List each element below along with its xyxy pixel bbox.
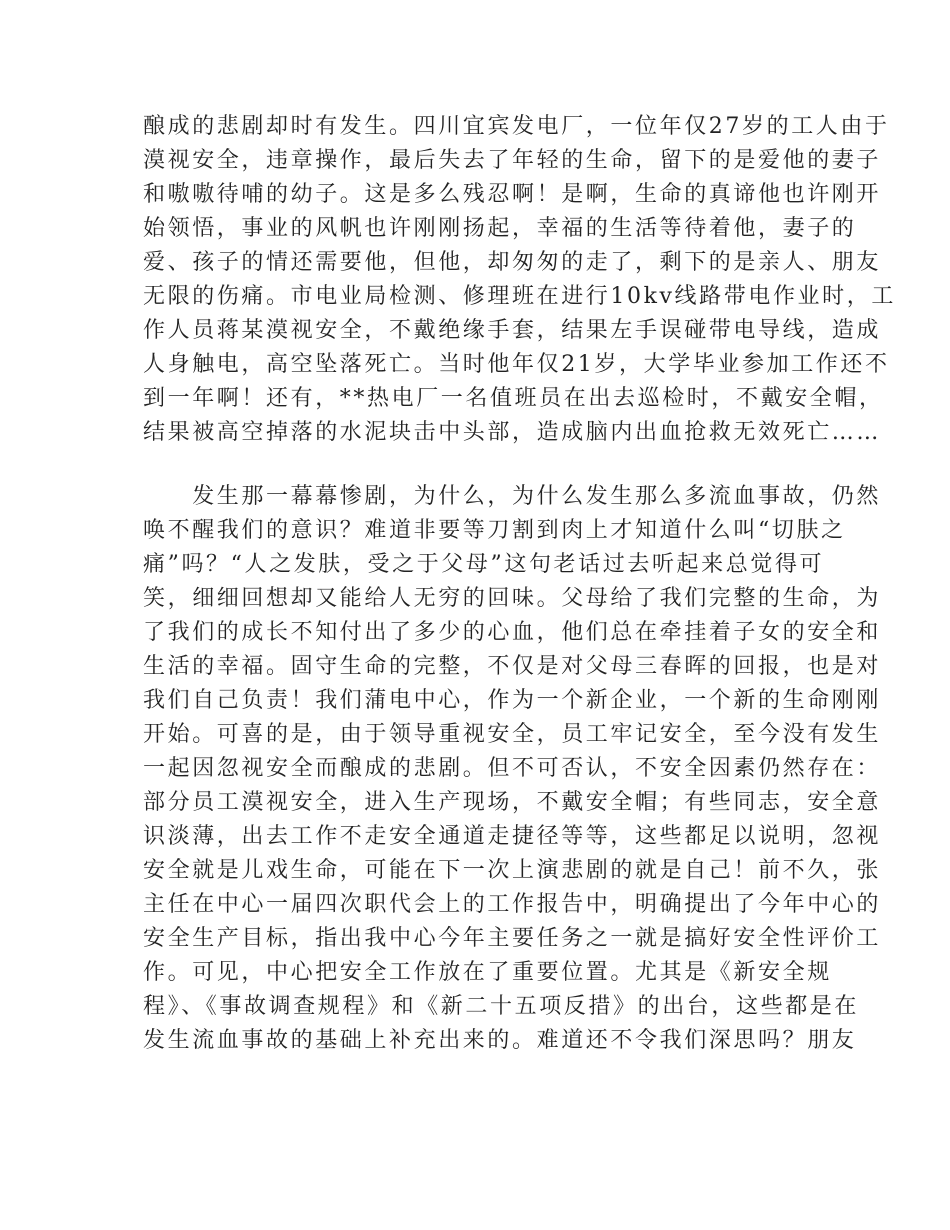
paragraph-1-line-4: 始领悟，事业的风帆也许刚刚扬起，幸福的生活等待着他，妻子的	[143, 216, 857, 241]
paragraph-1-line-10: 结果被高空掉落的水泥块击中头部，造成脑内出血抢救无效死亡……	[143, 420, 882, 445]
paragraph-1-line-8: 人身触电，高空坠落死亡。当时他年仅21岁，大学毕业参加工作还不	[143, 352, 890, 377]
paragraph-1-line-9: 到一年啊！还有，**热电厂一名值班员在出去巡检时，不戴安全帽，	[143, 386, 884, 411]
paragraph-2-line-6: 生活的幸福。固守生命的完整，不仅是对父母三春晖的回报，也是对	[143, 654, 882, 679]
paragraph-2-line-12: 安全就是儿戏生命，可能在下一次上演悲剧的就是自己！前不久，张	[143, 858, 882, 883]
paragraph-1-line-6: 无限的伤痛。市电业局检测、修理班在进行10kv线路带电作业时，工	[143, 284, 896, 309]
paragraph-2-line-3: 痛”吗？“人之发肤，受之于父母”这句老话过去听起来总觉得可	[143, 552, 825, 577]
paragraph-2-line-17: 发生流血事故的基础上补充出来的。难道还不令我们深思吗？朋友	[143, 1028, 857, 1053]
paragraph-2-line-15: 作。可见，中心把安全工作放在了重要位置。尤其是《新安全规	[143, 960, 832, 985]
paragraph-2-line-13: 主任在中心一届四次职代会上的工作报告中，明确提出了今年中心的	[143, 892, 882, 917]
paragraph-2-line-11: 识淡薄，出去工作不走安全通道走捷径等等，这些都足以说明，忽视	[143, 824, 882, 849]
paragraph-2-line-5: 了我们的成长不知付出了多少的心血，他们总在牵挂着子女的安全和	[143, 620, 882, 645]
paragraph-2-line-9: 一起因忽视安全而酿成的悲剧。但不可否认，不安全因素仍然存在：	[143, 756, 882, 781]
paragraph-2-line-16: 程》、《事故调查规程》和《新二十五项反措》的出台，这些都是在	[143, 994, 860, 1019]
paragraph-1-line-2: 漠视安全，违章操作，最后失去了年轻的生命，留下的是爱他的妻子	[143, 148, 882, 173]
paragraph-2-line-10: 部分员工漠视安全，进入生产现场，不戴安全帽；有些同志，安全意	[143, 790, 882, 815]
paragraph-2-line-14: 安全生产目标，指出我中心今年主要任务之一就是搞好安全性评价工	[143, 926, 882, 951]
paragraph-2-line-4: 笑，细细回想却又能给人无穷的回味。父母给了我们完整的生命，为	[143, 586, 882, 611]
paragraph-1-line-7: 作人员蒋某漠视安全，不戴绝缘手套，结果左手误碰带电导线，造成	[143, 318, 882, 343]
paragraph-1-line-1: 酿成的悲剧却时有发生。四川宜宾发电厂，一位年仅27岁的工人由于	[143, 114, 890, 139]
paragraph-1-line-5: 爱、孩子的情还需要他，但他，却匆匆的走了，剩下的是亲人、朋友	[143, 250, 882, 275]
paragraph-1-line-3: 和嗷嗷待哺的幼子。这是多么残忍啊！是啊，生命的真谛他也许刚开	[143, 182, 882, 207]
paragraph-2-line-2: 唤不醒我们的意识？难道非要等刀割到肉上才知道什么叫“切肤之	[143, 518, 846, 543]
paragraph-2-line-1: 发生那一幕幕惨剧，为什么，为什么发生那么多流血事故，仍然	[143, 484, 882, 509]
paragraph-2-line-8: 开始。可喜的是，由于领导重视安全，员工牢记安全，至今没有发生	[143, 722, 882, 747]
paragraph-2-line-7: 我们自己负责！我们蒲电中心，作为一个新企业，一个新的生命刚刚	[143, 688, 882, 713]
